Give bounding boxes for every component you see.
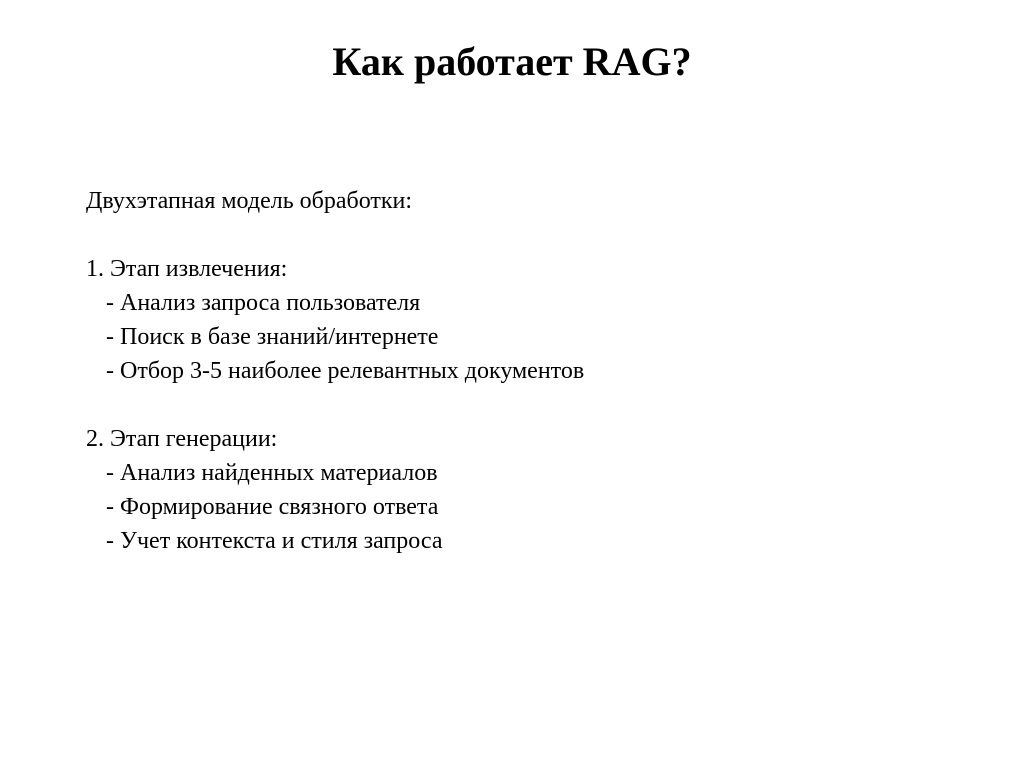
stage-item: - Отбор 3-5 наиболее релевантных документов [106, 358, 585, 384]
stage-item: - Анализ найденных материалов [106, 460, 438, 486]
stage-item: - Формирование связного ответа [106, 494, 439, 520]
stage-item: - Анализ запроса пользователя [106, 290, 421, 316]
slide-title: Как работает RAG? [332, 39, 692, 84]
stage-item: - Поиск в базе знаний/интернете [106, 324, 439, 350]
stage-heading-generation: 2. Этап генерации: [86, 426, 278, 452]
spacer [86, 388, 584, 422]
stage-heading-extraction: 1. Этап извлечения: [86, 256, 288, 282]
spacer [86, 218, 584, 252]
intro-text: Двухэтапная модель обработки: [86, 188, 413, 214]
slide-body [86, 184, 584, 558]
stage-item: - Учет контекста и стиля запроса [106, 528, 443, 554]
